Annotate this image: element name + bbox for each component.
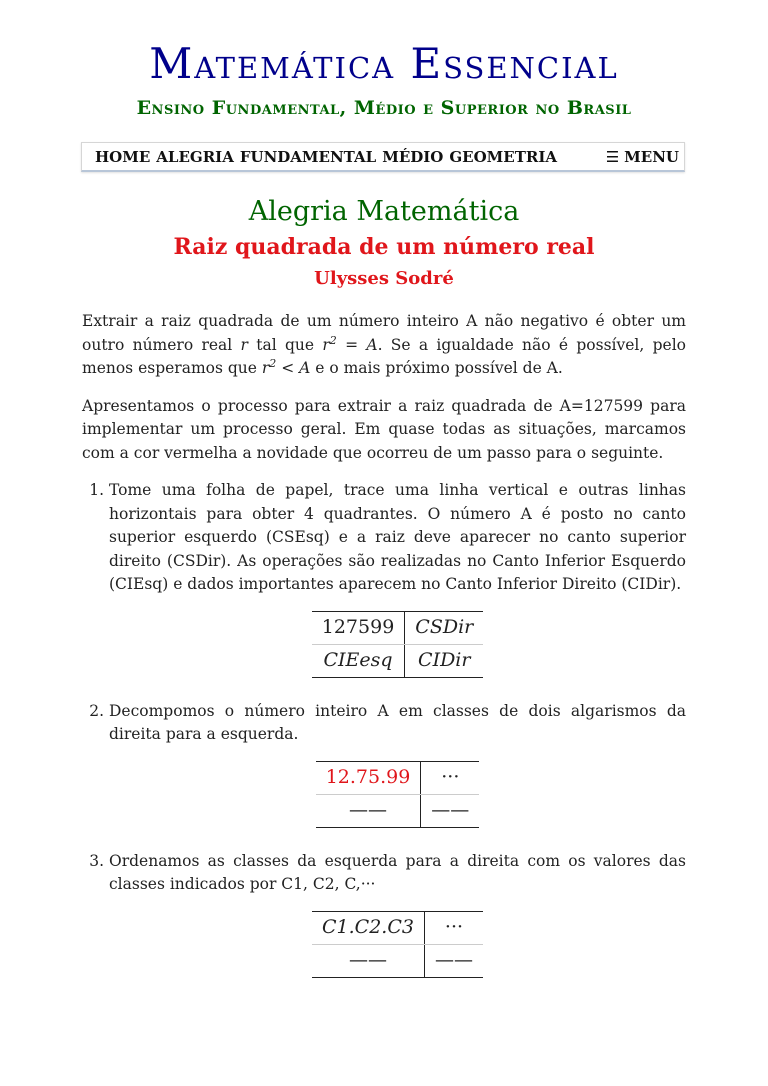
math-inequality (261, 356, 311, 377)
quadrant-top-right: ··· (424, 911, 483, 944)
math-symbol: = A (336, 335, 378, 354)
quadrant-bottom-left: —— (312, 944, 424, 977)
math-exponent: 2 (329, 333, 337, 347)
step-text: 1. Tome uma folha de papel, trace uma linha vertical e outras linhas horizontais para obter 4 quadrantes. O número A é posto no canto superior esquerdo (CSEsq) e a raiz deve aparecer no canto superior direito (CSDir). As operações são realizadas no Canto Inferior Esquerdo (CIEsq) e dados importantes aparecem no Canto Inferior Direito (CIDir). (109, 481, 686, 593)
quadrant-bottom-right: —— (431, 798, 470, 821)
intro-text: e o mais próximo possível de A. (310, 359, 563, 377)
quadrant-top-left: 127599 (312, 611, 405, 644)
nav-item-medio[interactable]: MÉDIO (382, 147, 444, 166)
article-content (82, 310, 686, 1000)
intro-text: tal que (247, 335, 323, 354)
quadrant-bottom-left: —— (316, 794, 421, 827)
quadrant-table (312, 611, 483, 678)
step-item (109, 850, 686, 978)
nav-item-fundamental[interactable]: FUNDAMENTAL (239, 147, 377, 166)
article-author: Ulysses Sodré (314, 268, 454, 289)
math-exponent: 2 (269, 356, 277, 370)
step-text: 2. Decompomos o número inteiro A em classes de dois algarismos da direita para a esquerda. (109, 701, 686, 743)
nav-item-alegria[interactable]: ALEGRIA (156, 147, 234, 166)
nav-item-home[interactable]: HOME (95, 147, 151, 166)
step-item (109, 700, 686, 828)
math-symbol: < A (276, 359, 311, 377)
quadrant-bottom-right: —— (434, 948, 473, 971)
intro-paragraph-2: Apresentamos o processo para extrair a raiz quadrada de A=127599 para implementar um processo geral. Em quase todas as situações, marcamos com a cor vermelha a novidade que ocorreu de um passo para o seguinte. (82, 396, 686, 462)
math-symbol: r (322, 335, 330, 354)
hamburger-menu-icon: ☰ (605, 147, 620, 166)
quadrant-bottom-left: CIEesq (312, 644, 405, 677)
nav-items (82, 148, 563, 166)
math-variable: r (240, 335, 248, 354)
quadrant-top-right: ··· (421, 761, 480, 794)
intro-text: . Se a igualdade não é possível, pelo menos esperamos que (82, 335, 686, 377)
site-subtitle: Ensino Fundamental, Médio e Superior no Brasil (136, 97, 632, 119)
step-text: 3. Ordenamos as classes da esquerda para a direita com os valores das classes indicados por C1, C2, C,··· (109, 851, 686, 893)
navbar (81, 142, 685, 172)
menu-button[interactable] (606, 148, 679, 166)
steps-list (82, 479, 686, 978)
intro-paragraph-1 (82, 310, 686, 381)
quadrant-table (316, 761, 480, 828)
site-title[interactable]: Matemática Essencial (149, 39, 619, 88)
math-equation (322, 333, 378, 354)
intro-text: Extrair a raiz quadrada de um número inteiro A não negativo é obter um outro número real (82, 312, 686, 354)
step-item (109, 479, 686, 678)
quadrant-top-right: CSDir (405, 611, 483, 644)
menu-label: MENU (624, 147, 679, 166)
quadrant-top-left: C1.C2.C3 (312, 911, 424, 944)
article-title: Raiz quadrada de um número real (173, 234, 595, 260)
nav-item-geometria[interactable]: GEOMETRIA (449, 147, 557, 166)
section-title: Alegria Matemática (248, 196, 520, 227)
quadrant-bottom-right: CIDir (418, 648, 471, 671)
math-symbol: r (261, 359, 270, 377)
quadrant-table (312, 911, 483, 978)
quadrant-top-left: 12.75.99 (316, 761, 421, 794)
